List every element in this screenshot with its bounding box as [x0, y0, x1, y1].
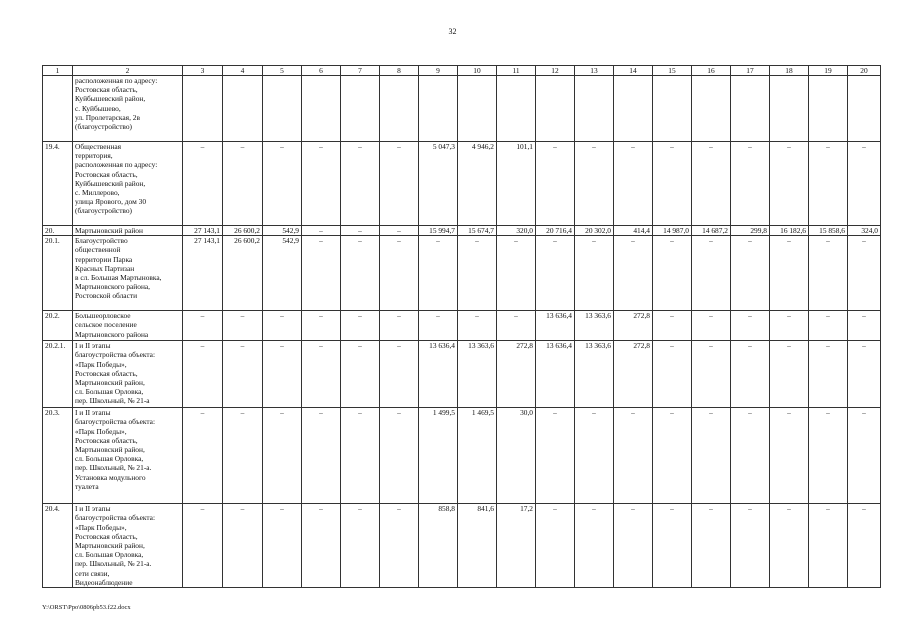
- value-cell: [183, 76, 223, 142]
- value-cell: 542,9: [263, 226, 302, 236]
- column-number-cell: 12: [536, 66, 575, 76]
- column-number-row: [43, 66, 881, 76]
- object-name-cell: I и II этапы благоустройства объекта: «Парк Победы», Ростовская область, Мартыновский район, сл. Большая Орловка, пер. Школьный, № 21-а. сети связи, Видеонаблюдение: [73, 504, 183, 588]
- row-number-cell: [43, 76, 73, 142]
- value-cell: –: [653, 504, 692, 588]
- value-cell: 272,8: [614, 341, 653, 408]
- value-cell: 272,8: [497, 341, 536, 408]
- value-cell: 272,8: [614, 311, 653, 341]
- value-cell: –: [809, 142, 848, 226]
- value-cell: –: [302, 311, 341, 341]
- table-row: [43, 504, 881, 588]
- object-name-cell: Благоустройство общественной территории Парка Красных Партизан в сл. Большая Мартыновка, Мартыновского района, Ростовской области: [73, 236, 183, 311]
- value-cell: 27 143,1: [183, 236, 223, 311]
- value-cell: –: [380, 236, 419, 311]
- value-cell: –: [770, 311, 809, 341]
- column-number-cell: 3: [183, 66, 223, 76]
- column-number-cell: 8: [380, 66, 419, 76]
- value-cell: –: [770, 236, 809, 311]
- value-cell: –: [848, 408, 881, 504]
- value-cell: –: [302, 504, 341, 588]
- object-name-cell: I и II этапы благоустройства объекта: «Парк Победы», Ростовская область, Мартыновский район, сл. Большая Орловка, пер. Школьный, № 21-а. Установка модульного туалета: [73, 408, 183, 504]
- value-cell: –: [692, 142, 731, 226]
- value-cell: 27 143,1: [183, 226, 223, 236]
- value-cell: –: [848, 341, 881, 408]
- value-cell: –: [614, 504, 653, 588]
- object-name-cell: расположенная по адресу: Ростовская область, Куйбышевский район, с. Куйбышево, ул. Пролетарская, 2в (благоустройство): [73, 76, 183, 142]
- value-cell: –: [809, 311, 848, 341]
- value-cell: 14 987,0: [653, 226, 692, 236]
- value-cell: 14 687,2: [692, 226, 731, 236]
- value-cell: –: [419, 311, 458, 341]
- value-cell: 5 047,3: [419, 142, 458, 226]
- value-cell: –: [770, 504, 809, 588]
- value-cell: –: [614, 236, 653, 311]
- value-cell: –: [614, 408, 653, 504]
- value-cell: –: [183, 504, 223, 588]
- table-row: [43, 226, 881, 236]
- value-cell: [653, 76, 692, 142]
- value-cell: –: [263, 311, 302, 341]
- value-cell: [614, 76, 653, 142]
- table-row: [43, 236, 881, 311]
- value-cell: [497, 76, 536, 142]
- column-number-cell: 14: [614, 66, 653, 76]
- value-cell: [302, 76, 341, 142]
- row-number-cell: 19.4.: [43, 142, 73, 226]
- value-cell: –: [692, 236, 731, 311]
- value-cell: –: [770, 408, 809, 504]
- column-number-cell: 19: [809, 66, 848, 76]
- column-number-cell: 6: [302, 66, 341, 76]
- value-cell: –: [848, 142, 881, 226]
- value-cell: –: [731, 341, 770, 408]
- value-cell: [575, 76, 614, 142]
- value-cell: 1 469,5: [458, 408, 497, 504]
- value-cell: [692, 76, 731, 142]
- column-number-cell: 15: [653, 66, 692, 76]
- value-cell: –: [536, 142, 575, 226]
- value-cell: –: [380, 341, 419, 408]
- value-cell: –: [692, 341, 731, 408]
- value-cell: –: [341, 226, 380, 236]
- column-number-cell: 11: [497, 66, 536, 76]
- value-cell: –: [809, 236, 848, 311]
- value-cell: –: [653, 408, 692, 504]
- value-cell: –: [302, 408, 341, 504]
- value-cell: –: [731, 311, 770, 341]
- value-cell: –: [263, 142, 302, 226]
- value-cell: –: [731, 504, 770, 588]
- value-cell: –: [183, 341, 223, 408]
- value-cell: 1 499,5: [419, 408, 458, 504]
- value-cell: [380, 76, 419, 142]
- value-cell: 13 363,6: [575, 311, 614, 341]
- value-cell: –: [223, 408, 263, 504]
- value-cell: –: [809, 408, 848, 504]
- table-row: [43, 142, 881, 226]
- value-cell: 858,8: [419, 504, 458, 588]
- value-cell: –: [341, 311, 380, 341]
- value-cell: –: [575, 504, 614, 588]
- column-number-cell: 2: [73, 66, 183, 76]
- value-cell: 15 858,6: [809, 226, 848, 236]
- object-name-cell: Большеорловское сельское поселение Мартыновского района: [73, 311, 183, 341]
- value-cell: –: [653, 311, 692, 341]
- column-number-cell: 4: [223, 66, 263, 76]
- value-cell: 299,8: [731, 226, 770, 236]
- object-name-cell: I и II этапы благоустройства объекта: «Парк Победы», Ростовская область, Мартыновский район, сл. Большая Орловка, пер. Школьный, № 21-а: [73, 341, 183, 408]
- value-cell: –: [770, 341, 809, 408]
- value-cell: 17,2: [497, 504, 536, 588]
- value-cell: –: [341, 408, 380, 504]
- column-number-cell: 5: [263, 66, 302, 76]
- row-number-cell: 20.2.: [43, 311, 73, 341]
- value-cell: –: [458, 236, 497, 311]
- value-cell: –: [575, 236, 614, 311]
- value-cell: 414,4: [614, 226, 653, 236]
- value-cell: –: [536, 236, 575, 311]
- value-cell: –: [536, 408, 575, 504]
- value-cell: –: [848, 504, 881, 588]
- value-cell: –: [341, 142, 380, 226]
- value-cell: –: [380, 408, 419, 504]
- value-cell: [223, 76, 263, 142]
- value-cell: –: [770, 142, 809, 226]
- value-cell: 4 946,2: [458, 142, 497, 226]
- value-cell: 324,0: [848, 226, 881, 236]
- value-cell: –: [809, 341, 848, 408]
- value-cell: [770, 76, 809, 142]
- value-cell: 13 636,4: [536, 311, 575, 341]
- value-cell: 15 674,7: [458, 226, 497, 236]
- row-number-cell: 20.: [43, 226, 73, 236]
- value-cell: 13 636,4: [419, 341, 458, 408]
- value-cell: 320,0: [497, 226, 536, 236]
- budget-table: [42, 65, 881, 588]
- column-number-cell: 13: [575, 66, 614, 76]
- value-cell: –: [380, 226, 419, 236]
- value-cell: –: [223, 341, 263, 408]
- value-cell: –: [575, 142, 614, 226]
- value-cell: [809, 76, 848, 142]
- value-cell: –: [183, 311, 223, 341]
- value-cell: –: [302, 236, 341, 311]
- column-number-cell: 17: [731, 66, 770, 76]
- value-cell: 13 636,4: [536, 341, 575, 408]
- footer-file-path: Y:\ORST\Ppo\0806pb53.f22.docx: [42, 604, 131, 611]
- value-cell: –: [302, 226, 341, 236]
- value-cell: 16 182,6: [770, 226, 809, 236]
- value-cell: –: [341, 341, 380, 408]
- value-cell: –: [731, 236, 770, 311]
- object-name-cell: Общественная территория, расположенная по адресу: Ростовская область, Куйбышевский район, с. Миллерово, улица Ярового, дом 30 (благоустройство): [73, 142, 183, 226]
- value-cell: –: [536, 504, 575, 588]
- value-cell: [731, 76, 770, 142]
- value-cell: 13 363,6: [458, 341, 497, 408]
- value-cell: –: [263, 408, 302, 504]
- value-cell: –: [497, 236, 536, 311]
- table-row: [43, 76, 881, 142]
- row-number-cell: 20.2.1.: [43, 341, 73, 408]
- object-name-cell: Мартыновский район: [73, 226, 183, 236]
- value-cell: 30,0: [497, 408, 536, 504]
- column-number-cell: 10: [458, 66, 497, 76]
- value-cell: –: [223, 142, 263, 226]
- value-cell: [263, 76, 302, 142]
- value-cell: –: [653, 341, 692, 408]
- value-cell: –: [341, 236, 380, 311]
- value-cell: 841,6: [458, 504, 497, 588]
- column-number-cell: 16: [692, 66, 731, 76]
- value-cell: 26 600,2: [223, 236, 263, 311]
- value-cell: [536, 76, 575, 142]
- value-cell: –: [614, 142, 653, 226]
- value-cell: –: [419, 236, 458, 311]
- value-cell: –: [380, 311, 419, 341]
- value-cell: –: [497, 311, 536, 341]
- row-number-cell: 20.4.: [43, 504, 73, 588]
- value-cell: –: [692, 504, 731, 588]
- value-cell: –: [223, 311, 263, 341]
- value-cell: –: [263, 504, 302, 588]
- value-cell: [848, 76, 881, 142]
- value-cell: –: [341, 504, 380, 588]
- value-cell: –: [183, 142, 223, 226]
- value-cell: 13 363,6: [575, 341, 614, 408]
- value-cell: –: [263, 341, 302, 408]
- value-cell: 101,1: [497, 142, 536, 226]
- table-row: [43, 341, 881, 408]
- value-cell: –: [731, 408, 770, 504]
- column-number-cell: 20: [848, 66, 881, 76]
- value-cell: 26 600,2: [223, 226, 263, 236]
- value-cell: –: [692, 311, 731, 341]
- value-cell: –: [223, 504, 263, 588]
- value-cell: –: [848, 236, 881, 311]
- value-cell: –: [848, 311, 881, 341]
- value-cell: 15 994,7: [419, 226, 458, 236]
- column-number-cell: 9: [419, 66, 458, 76]
- value-cell: –: [692, 408, 731, 504]
- value-cell: [419, 76, 458, 142]
- value-cell: [458, 76, 497, 142]
- value-cell: –: [809, 504, 848, 588]
- value-cell: –: [575, 408, 614, 504]
- column-number-cell: 7: [341, 66, 380, 76]
- column-number-cell: 18: [770, 66, 809, 76]
- table-row: [43, 311, 881, 341]
- row-number-cell: 20.3.: [43, 408, 73, 504]
- value-cell: –: [731, 142, 770, 226]
- value-cell: –: [302, 142, 341, 226]
- value-cell: 20 302,0: [575, 226, 614, 236]
- value-cell: –: [458, 311, 497, 341]
- value-cell: 20 716,4: [536, 226, 575, 236]
- value-cell: –: [302, 341, 341, 408]
- value-cell: 542,9: [263, 236, 302, 311]
- value-cell: –: [653, 142, 692, 226]
- value-cell: –: [183, 408, 223, 504]
- value-cell: –: [380, 504, 419, 588]
- value-cell: [341, 76, 380, 142]
- column-number-cell: 1: [43, 66, 73, 76]
- row-number-cell: 20.1.: [43, 236, 73, 311]
- table-row: [43, 408, 881, 504]
- value-cell: –: [653, 236, 692, 311]
- page-number: 32: [448, 27, 457, 36]
- value-cell: –: [380, 142, 419, 226]
